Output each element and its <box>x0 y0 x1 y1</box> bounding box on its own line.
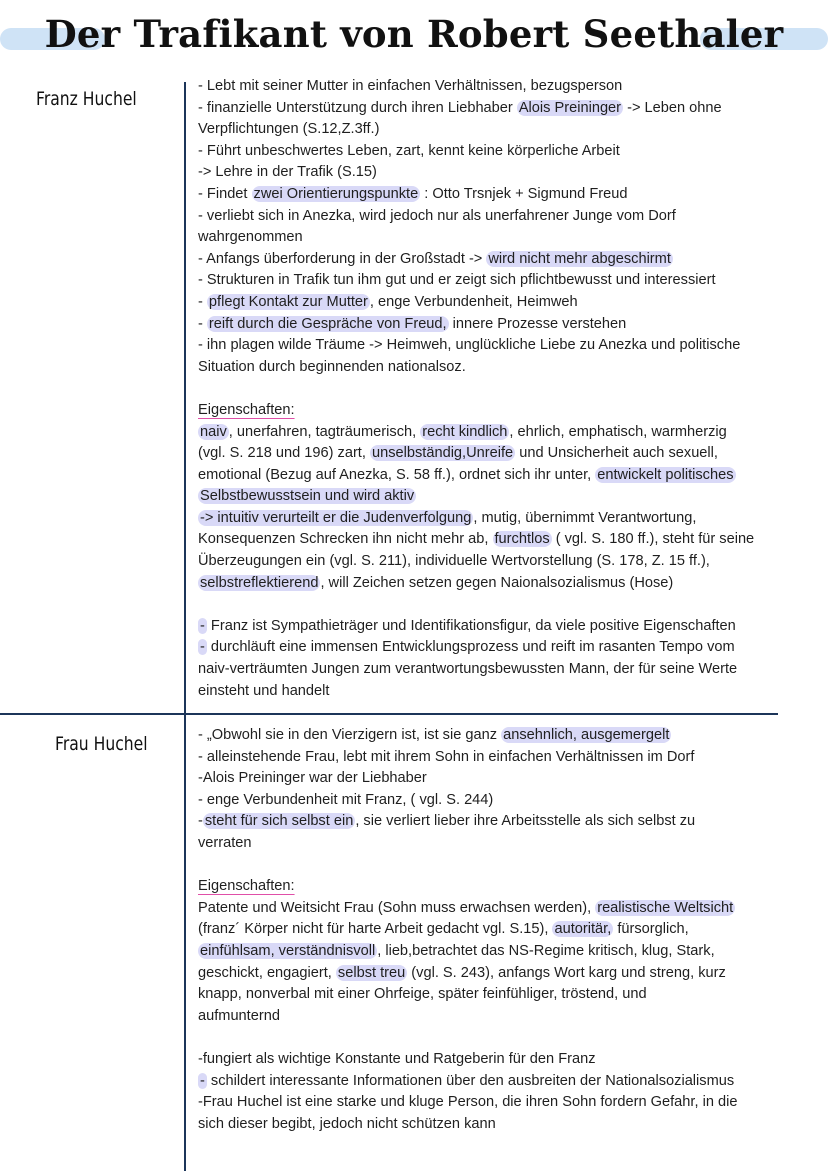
note-line <box>198 465 818 487</box>
section-heading: Eigenschaften: <box>198 401 295 418</box>
note-line <box>198 1049 818 1071</box>
spacer <box>198 594 818 616</box>
note-text: - verliebt sich in Anezka, wird jedoch nur als unerfahrener Junge vom Dorf <box>198 207 676 224</box>
note-line <box>198 98 818 120</box>
note-text: (vgl. S. 243), anfangs Wort karg und streng, kurz <box>407 964 726 981</box>
note-line <box>198 1092 818 1114</box>
note-text: Situation durch beginnenden nationalsoz. <box>198 358 466 375</box>
section-divider <box>0 713 778 715</box>
note-line <box>198 551 818 573</box>
note-text: - ihn plagen wilde Träume -> Heimweh, unglückliche Liebe zu Anezka und politische <box>198 337 741 354</box>
note-text: - finanzielle Unterstützung durch ihren Liebhaber <box>198 99 517 116</box>
note-text: - Findet <box>198 185 252 202</box>
note-text: - <box>198 315 207 332</box>
note-line <box>198 681 818 703</box>
note-text: knapp, nonverbal mit einer Ohrfeige, später feinfühliger, tröstend, und <box>198 986 647 1003</box>
highlighted-text: realistische Weltsicht <box>597 899 734 916</box>
note-text: durchläuft eine immensen Entwicklungsprozess und reift im rasanten Tempo vom <box>206 639 735 656</box>
note-line <box>198 335 818 357</box>
note-text: naiv-verträumten Jungen zum verantwortungsbewussten Mann, der für seine Werte <box>198 661 738 678</box>
note-line <box>198 941 818 963</box>
note-line <box>198 1006 818 1028</box>
highlighted-text: reift durch die Gespräche von Freud, <box>208 315 447 332</box>
note-line <box>198 227 818 249</box>
note-text: -> Leben ohne <box>623 99 722 116</box>
note-text: Konsequenzen Schrecken ihn nicht mehr ab, <box>198 531 493 548</box>
note-text: wahrgenommen <box>198 229 303 246</box>
note-line <box>198 876 818 898</box>
note-line <box>198 790 818 812</box>
note-text: verraten <box>198 834 252 851</box>
note-text: Franz ist Sympathieträger und Identifikationsfigur, da viele positive Eigenschaften <box>206 617 736 634</box>
note-text: , mutig, übernimmt Verantwortung, <box>473 509 697 526</box>
highlighted-text: steht für sich selbst ein <box>204 813 354 830</box>
note-line <box>198 898 818 920</box>
note-text: (vgl. S. 218 und 196) zart, <box>198 445 370 462</box>
note-text: , sie verliert lieber ihre Arbeitsstelle als sich selbst zu <box>355 813 696 830</box>
note-line <box>198 357 818 379</box>
note-line <box>198 508 818 530</box>
note-line <box>198 249 818 271</box>
note-line <box>198 184 818 206</box>
character-notes-frau <box>198 725 818 1135</box>
note-text: einsteht und handelt <box>198 682 330 699</box>
highlighted-text: pflegt Kontakt zur Mutter <box>208 293 368 310</box>
highlighted-text: - <box>200 617 205 634</box>
note-line <box>198 984 818 1006</box>
note-line <box>198 1114 818 1136</box>
character-name-frau: Frau Huchel <box>55 733 148 755</box>
note-text: aufmunternd <box>198 1007 280 1024</box>
note-text: - Führt unbeschwertes Leben, zart, kennt keine körperliche Arbeit <box>198 142 620 159</box>
note-text: schildert interessante Informationen über den ausbreiten der Nationalsozialismus <box>206 1072 735 1089</box>
page-title: Der Trafikant von Robert Seethaler <box>44 12 784 56</box>
note-text: , lieb,betrachtet das NS-Regime kritisch, klug, Stark, <box>377 942 715 959</box>
note-line <box>198 811 818 833</box>
note-text: : Otto Trsnjek + Sigmund Freud <box>420 185 628 202</box>
note-line <box>198 76 818 98</box>
note-text: sich dieser begibt, jedoch nicht schützen kann <box>198 1115 496 1132</box>
highlighted-text: naiv <box>200 423 227 440</box>
note-text: geschickt, engagiert, <box>198 964 336 981</box>
note-text: und Unsicherheit auch sexuell, <box>515 445 718 462</box>
note-text: - Strukturen in Trafik tun ihm gut und er zeigt sich pflichtbewusst und interessiert <box>198 272 716 289</box>
highlighted-text: selbst treu <box>337 964 406 981</box>
highlighted-text: ansehnlich, ausgemergelt <box>503 727 670 743</box>
note-text: , enge Verbundenheit, Heimweh <box>369 293 578 310</box>
note-text: fürsorglich, <box>613 921 689 938</box>
note-line <box>198 486 818 508</box>
note-line <box>198 162 818 184</box>
note-text: , will Zeichen setzen gegen Naionalsozialismus (Hose) <box>320 574 674 591</box>
highlighted-text: - <box>200 1072 205 1089</box>
note-text: -fungiert als wichtige Konstante und Ratgeberin für den Franz <box>198 1050 596 1067</box>
note-text: Verpflichtungen (S.12,Z.3ff.) <box>198 121 380 138</box>
highlighted-text: furchtlos <box>494 531 550 548</box>
note-line <box>198 919 818 941</box>
note-line <box>198 768 818 790</box>
note-text: - alleinstehende Frau, lebt mit ihrem Sohn in einfachen Verhältnissen im Dorf <box>198 748 695 765</box>
note-text: - <box>198 813 203 830</box>
highlighted-text: -> intuitiv verurteilt er die Judenverfolgung <box>200 509 472 526</box>
spacer <box>198 855 818 877</box>
note-text: -Frau Huchel ist eine starke und kluge Person, die ihren Sohn fordern Gefahr, in die <box>198 1094 738 1111</box>
note-line <box>198 833 818 855</box>
note-line <box>198 270 818 292</box>
note-text: - Lebt mit seiner Mutter in einfachen Verhältnissen, bezugsperson <box>198 78 623 94</box>
note-line <box>198 637 818 659</box>
note-text: -> Lehre in der Trafik (S.15) <box>198 164 377 181</box>
highlighted-text: Alois Preininger <box>518 99 622 116</box>
highlighted-text: selbstreflektierend <box>200 574 319 591</box>
note-text: - enge Verbundenheit mit Franz, ( vgl. S. 244) <box>198 791 494 808</box>
highlighted-text: autoritär, <box>554 921 612 938</box>
note-text: -Alois Preininger war der Liebhaber <box>198 770 427 787</box>
note-text: Überzeugungen ein (vgl. S. 211), individuelle Wertvorstellung (S. 178, Z. 15 ff.), <box>198 553 710 570</box>
highlighted-text: - <box>200 639 205 656</box>
note-text: (franz´ Körper nicht für harte Arbeit gedacht vgl. S.15), <box>198 921 553 938</box>
note-line <box>198 400 818 422</box>
note-text: ( vgl. S. 180 ff.), steht für seine <box>551 531 755 548</box>
note-line <box>198 747 818 769</box>
note-text: Patente und Weitsicht Frau (Sohn muss erwachsen werden), <box>198 899 596 916</box>
note-line <box>198 963 818 985</box>
note-line <box>198 529 818 551</box>
highlighted-text: recht kindlich <box>422 423 508 440</box>
note-line <box>198 443 818 465</box>
note-text: innere Prozesse verstehen <box>448 315 627 332</box>
note-line <box>198 141 818 163</box>
note-line <box>198 206 818 228</box>
highlighted-text: einfühlsam, verständnisvoll <box>200 942 376 959</box>
column-divider <box>184 82 186 1171</box>
note-line <box>198 314 818 336</box>
note-line <box>198 725 818 747</box>
highlighted-text: zwei Orientierungspunkte <box>253 185 419 202</box>
note-text: emotional (Bezug auf Anezka, S. 58 ff.), ordnet sich ihr unter, <box>198 466 596 483</box>
section-heading: Eigenschaften: <box>198 878 295 895</box>
character-name-franz: Franz Huchel <box>36 88 137 110</box>
note-text: - „Obwohl sie in den Vierzigern ist, ist sie ganz <box>198 727 502 743</box>
note-line <box>198 573 818 595</box>
highlighted-text: entwickelt politisches <box>597 466 734 483</box>
note-text: - Anfangs überforderung in der Großstadt -> <box>198 250 487 267</box>
highlighted-text: Selbstbewusstsein und wird aktiv <box>200 488 415 505</box>
note-line <box>198 119 818 141</box>
note-line <box>198 422 818 444</box>
note-line <box>198 616 818 638</box>
note-text: - <box>198 293 207 310</box>
note-text: , ehrlich, emphatisch, warmherzig <box>509 423 727 440</box>
character-notes-franz <box>198 76 818 702</box>
spacer <box>198 1027 818 1049</box>
note-text: , unerfahren, tagträumerisch, <box>228 423 421 440</box>
highlighted-text: wird nicht mehr abgeschirmt <box>488 250 671 267</box>
note-line <box>198 659 818 681</box>
highlighted-text: unselbständig,Unreife <box>371 445 514 462</box>
note-line <box>198 292 818 314</box>
spacer <box>198 378 818 400</box>
note-line <box>198 1071 818 1093</box>
